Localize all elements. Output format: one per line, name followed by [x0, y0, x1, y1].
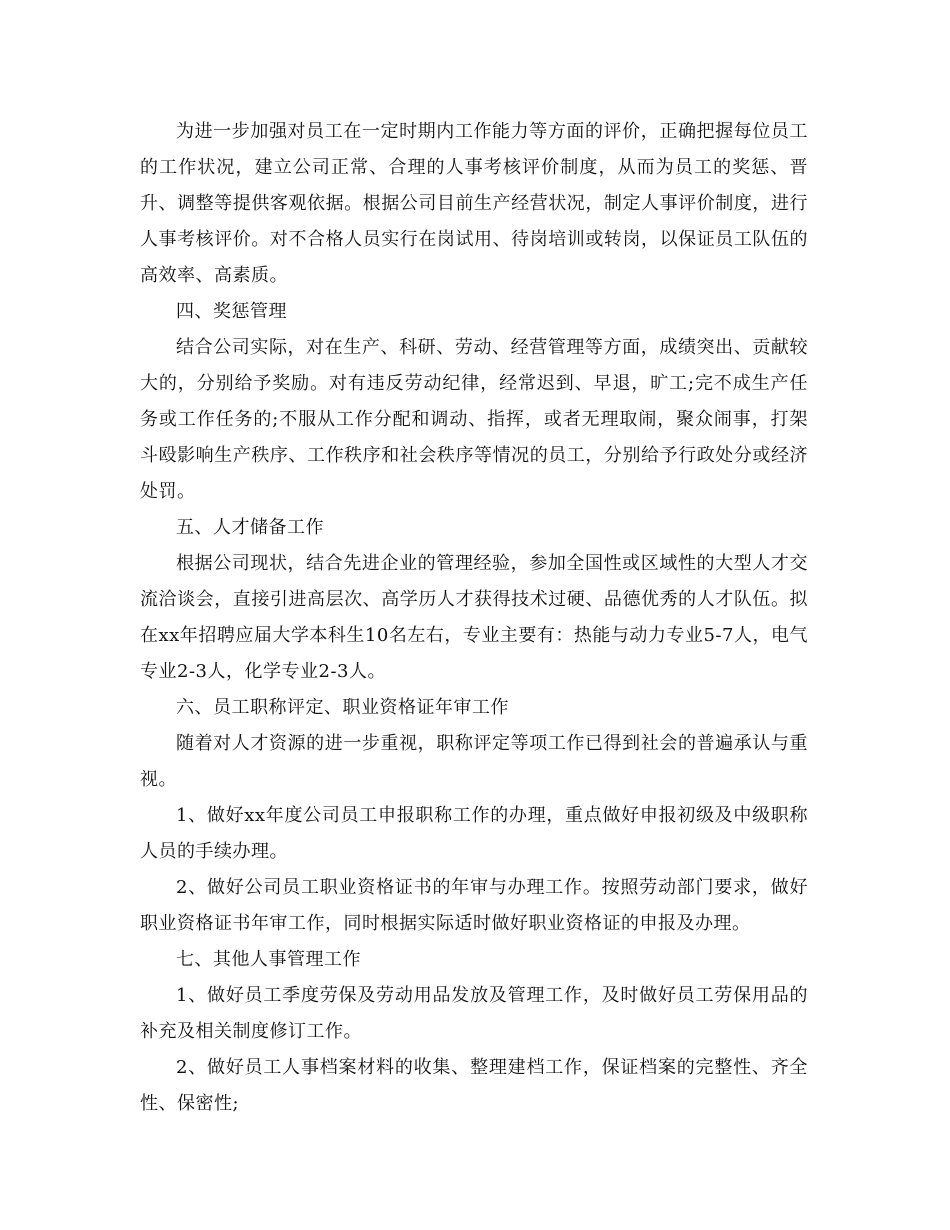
section-heading-titles-certificates: 六、员工职称评定、职业资格证年审工作: [176, 697, 509, 718]
section-heading-rewards: 四、奖惩管理: [176, 301, 287, 322]
paragraph-rewards: 结合公司实际，对在生产、科研、劳动、经营管理等方面，成绩突出、贡献较大的，分别给予奖励。对有违反劳动纪律，经常迟到、早退，旷工;完不成生产任务或工作任务的;不服从工作分配和调动、指挥，或者无理取闹，聚众闹事，打架斗殴影响生产秩序、工作秩序和社会秩序等情况的员工，分别给予行政处分或经济处罚。: [140, 337, 808, 502]
paragraph-intro: 为进一步加强对员工在一定时期内工作能力等方面的评价，正确把握每位员工的工作状况，建立公司正常、合理的人事考核评价制度，从而为员工的奖惩、晋升、调整等提供客观依据。根据公司目前生产经营状况，制定人事评价制度，进行人事考核评价。对不合格人员实行在岗试用、待岗培训或转岗，以保证员工队伍的高效率、高素质。: [140, 121, 808, 286]
document-body: [140, 114, 808, 1122]
paragraph-titles-intro: 随着对人才资源的进一步重视，职称评定等项工作已得到社会的普遍承认与重视。: [140, 733, 808, 790]
paragraph-other-item-2: 2、做好员工人事档案材料的收集、整理建档工作，保证档案的完整性、齐全性、保密性;: [140, 1057, 808, 1114]
paragraph-talent-reserve: 根据公司现状，结合先进企业的管理经验，参加全国性或区域性的大型人才交流洽谈会，直接引进高层次、高学历人才获得技术过硬、品德优秀的人才队伍。拟在xx年招聘应届大学本科生10名左右，专业主要有：热能与动力专业5-7人，电气专业2-3人，化学专业2-3人。: [140, 553, 808, 682]
paragraph-titles-item-1: 1、做好xx年度公司员工申报职称工作的办理，重点做好申报初级及中级职称人员的手续办理。: [140, 805, 808, 862]
section-heading-other-hr: 七、其他人事管理工作: [176, 949, 361, 970]
paragraph-titles-item-2: 2、做好公司员工职业资格证书的年审与办理工作。按照劳动部门要求，做好职业资格证书年审工作，同时根据实际适时做好职业资格证的申报及办理。: [140, 877, 808, 934]
paragraph-other-item-1: 1、做好员工季度劳保及劳动用品发放及管理工作，及时做好员工劳保用品的补充及相关制度修订工作。: [140, 985, 808, 1042]
section-heading-talent-reserve: 五、人才储备工作: [176, 517, 324, 538]
